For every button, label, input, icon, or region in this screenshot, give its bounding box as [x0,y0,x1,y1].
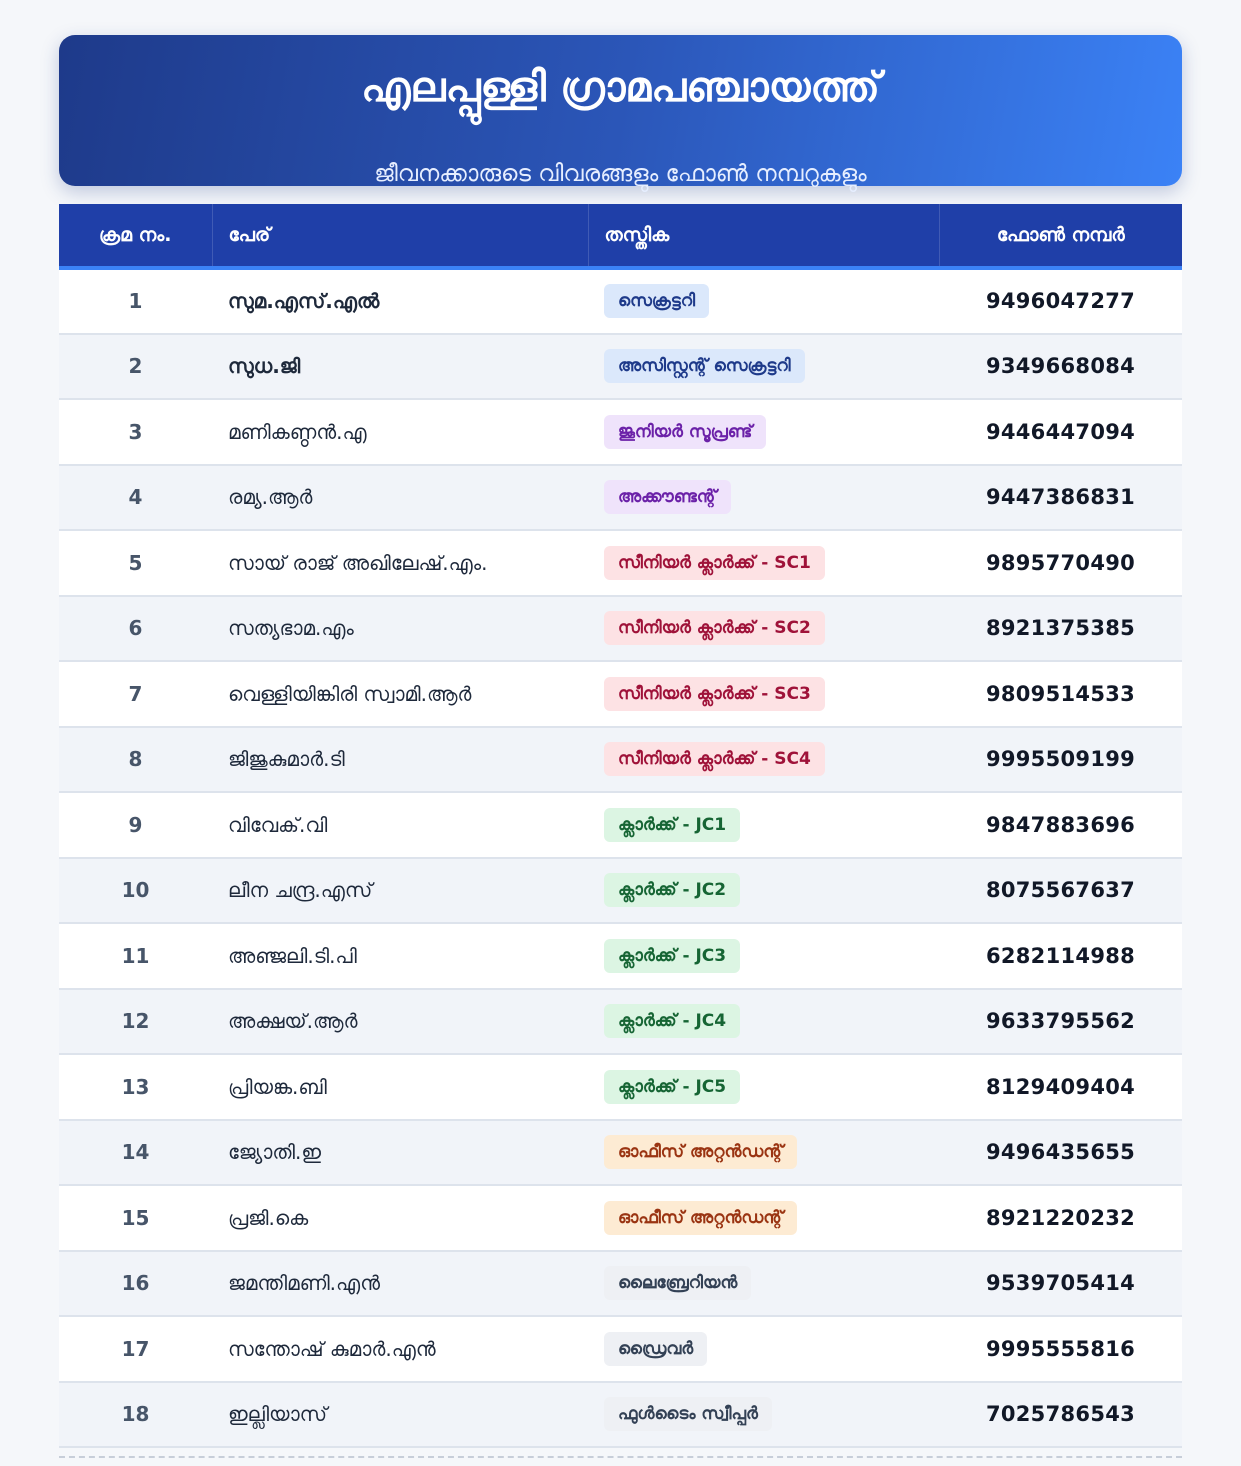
employee-name: ജ്യോതി.ഇ [212,1120,588,1186]
table-row [59,923,1182,989]
designation-cell [588,596,939,662]
phone-number: 8075567637 [939,858,1182,924]
phone-number: 9995509199 [939,727,1182,793]
employee-name: അക്ഷയ്.ആർ [212,989,588,1055]
designation-cell [588,1054,939,1120]
row-number: 1 [59,268,212,334]
table-row [59,1054,1182,1120]
page-title: എലപ്പുള്ളി ഗ്രാമപഞ്ചായത്ത് [361,63,880,111]
designation-badge: സീനിയർ ക്ലാർക്ക് - SC4 [604,742,825,776]
employee-name: ഇല്ലിയാസ് [212,1382,588,1448]
designation-badge: ജൂനിയർ സൂപ്രണ്ട് [604,415,766,449]
page-subtitle: ജീവനക്കാരുടെ വിവരങ്ങളും ഫോൺ നമ്പറുകളും [374,161,867,187]
table-row [59,661,1182,727]
table-row [59,1251,1182,1317]
row-number: 17 [59,1316,212,1382]
designation-badge: സീനിയർ ക്ലാർക്ക് - SC1 [604,546,825,580]
table-row [59,465,1182,531]
designation-badge: അക്കൗണ്ടന്റ് [604,480,731,514]
row-number: 2 [59,334,212,400]
row-number: 18 [59,1382,212,1448]
phone-number: 8921220232 [939,1185,1182,1251]
column-header-phone: ഫോൺ നമ്പർ [939,204,1182,268]
designation-cell [588,727,939,793]
employee-name: രമ്യ.ആർ [212,465,588,531]
table-row [59,268,1182,334]
row-number: 13 [59,1054,212,1120]
phone-number: 9809514533 [939,661,1182,727]
employee-name: ജിജുകുമാർ.ടി [212,727,588,793]
designation-badge: ഡ്രൈവർ [604,1332,707,1366]
employee-name: സുമ.എസ്.എൽ [212,268,588,334]
table-row [59,1382,1182,1448]
employee-name: ജമന്തിമണി.എൻ [212,1251,588,1317]
table-row [59,1316,1182,1382]
designation-cell [588,661,939,727]
designation-cell [588,268,939,334]
employee-name: ലീന ചന്ദ്ര.എസ് [212,858,588,924]
designation-cell [588,923,939,989]
employee-name: വെള്ളിയിങ്കിരി സ്വാമി.ആർ [212,661,588,727]
row-number: 4 [59,465,212,531]
employee-name: വിവേക്.വി [212,792,588,858]
table-row [59,530,1182,596]
row-number: 6 [59,596,212,662]
designation-badge: സെക്രട്ടറി [604,284,709,318]
column-header-number: ക്രമ നം. [59,204,212,268]
designation-cell [588,1251,939,1317]
table-row [59,399,1182,465]
designation-cell [588,1382,939,1448]
phone-number: 9446447094 [939,399,1182,465]
designation-badge: ഫുൾടൈം സ്വീപ്പർ [604,1397,772,1431]
phone-number: 8129409404 [939,1054,1182,1120]
designation-badge: ക്ലാർക്ക് - JC1 [604,808,740,842]
row-number: 16 [59,1251,212,1317]
row-number: 3 [59,399,212,465]
table-row [59,858,1182,924]
designation-cell [588,334,939,400]
table-row [59,596,1182,662]
designation-badge: സീനിയർ ക്ലാർക്ക് - SC2 [604,611,825,645]
row-number: 15 [59,1185,212,1251]
designation-cell [588,989,939,1055]
phone-number: 9633795562 [939,989,1182,1055]
row-number: 5 [59,530,212,596]
page-header [59,35,1182,186]
table-header [59,204,1182,268]
designation-cell [588,530,939,596]
row-number: 10 [59,858,212,924]
employee-name: മണികണ്ഠൻ.എ [212,399,588,465]
table-row [59,989,1182,1055]
phone-number: 9895770490 [939,530,1182,596]
phone-number: 8921375385 [939,596,1182,662]
designation-badge: ക്ലാർക്ക് - JC4 [604,1004,740,1038]
designation-badge: അസിസ്റ്റന്റ് സെക്രട്ടറി [604,349,805,383]
table-row [59,1120,1182,1186]
employee-name: പ്രിയങ്ക.ബി [212,1054,588,1120]
designation-badge: ക്ലാർക്ക് - JC5 [604,1070,740,1104]
row-number: 7 [59,661,212,727]
employee-name: സായ് രാജ് അഖിലേഷ്.എം. [212,530,588,596]
designation-cell [588,1316,939,1382]
employee-name: അഞ്ജലി.ടി.പി [212,923,588,989]
phone-number: 9995555816 [939,1316,1182,1382]
phone-number: 6282114988 [939,923,1182,989]
designation-cell [588,1185,939,1251]
table-row [59,1185,1182,1251]
table-row [59,334,1182,400]
employee-name: സത്യഭാമ.എം [212,596,588,662]
employee-name: പ്രജി.കെ [212,1185,588,1251]
phone-number: 9447386831 [939,465,1182,531]
phone-number: 9539705414 [939,1251,1182,1317]
designation-cell [588,399,939,465]
designation-badge: ക്ലാർക്ക് - JC2 [604,873,740,907]
designation-badge: ക്ലാർക്ക് - JC3 [604,939,740,973]
table-row [59,727,1182,793]
designation-cell [588,1120,939,1186]
phone-number: 9496435655 [939,1120,1182,1186]
row-number: 9 [59,792,212,858]
row-number: 12 [59,989,212,1055]
employee-name: സന്തോഷ് കുമാർ.എൻ [212,1316,588,1382]
phone-number: 9847883696 [939,792,1182,858]
table-header-row [59,204,1182,268]
phone-number: 9349668084 [939,334,1182,400]
phone-number: 7025786543 [939,1382,1182,1448]
employee-name: സുധ.ജി [212,334,588,400]
designation-cell [588,465,939,531]
table-row [59,792,1182,858]
designation-badge: ലൈബ്രേറിയൻ [604,1266,751,1300]
designation-badge: ഓഫീസ് അറ്റൻഡന്റ് [604,1135,797,1169]
designation-badge: ഓഫീസ് അറ്റൻഡന്റ് [604,1201,797,1235]
designation-cell [588,792,939,858]
row-number: 8 [59,727,212,793]
footer-divider [59,1456,1182,1458]
phone-number: 9496047277 [939,268,1182,334]
designation-cell [588,858,939,924]
designation-badge: സീനിയർ ക്ലാർക്ക് - SC3 [604,677,825,711]
row-number: 11 [59,923,212,989]
staff-table [59,204,1182,1448]
table-body [59,268,1182,1447]
row-number: 14 [59,1120,212,1186]
column-header-designation: തസ്തിക [588,204,939,268]
column-header-name: പേര് [212,204,588,268]
